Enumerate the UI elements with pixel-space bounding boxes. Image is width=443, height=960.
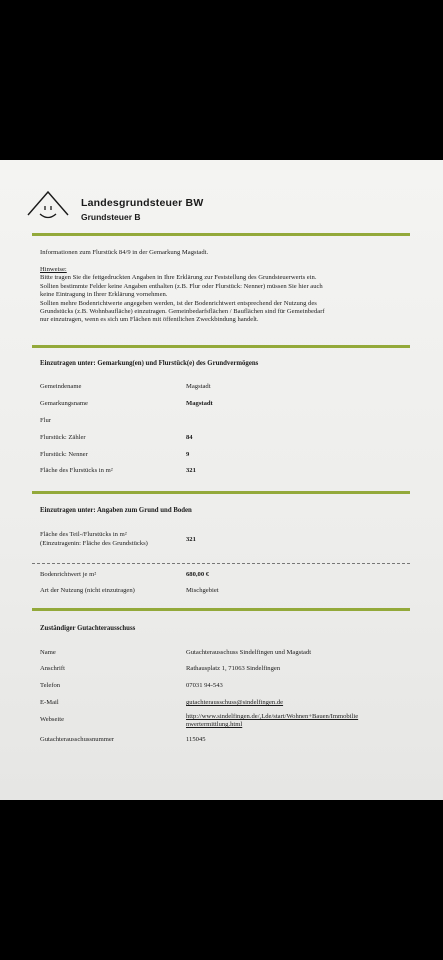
header-subtitle: Grundsteuer B [81, 212, 141, 222]
teilflaeche-value: 321 [186, 536, 196, 543]
hinweis-line: Sollten bestimmte Felder keine Angaben enthalten (z.B. Flur oder Flurstück: Nenner) müssen Sie hier auch [40, 282, 323, 290]
gemarkungsname-label: Gemarkungsname [40, 400, 88, 407]
accent-rule [32, 345, 410, 348]
webseite-label: Webseite [40, 716, 65, 723]
accent-rule [32, 608, 410, 611]
header-title: Landesgrundsteuer BW [81, 197, 204, 209]
email-link[interactable]: gutachterausschuss@sindelfingen.de [186, 699, 284, 706]
intro-text: Informationen zum Flurstück 84/9 in der Gemarkung Magstadt. [40, 249, 209, 256]
nutzung-value: Mischgebiet [186, 587, 219, 594]
hinweis-block [40, 266, 412, 325]
accent-rule [32, 233, 410, 236]
flurstueck-nenner-label: Flurstück: Nenner [40, 451, 88, 458]
house-smiley-logo-icon [26, 188, 70, 224]
name-label: Name [40, 649, 56, 656]
gemeindename-label: Gemeindename [40, 383, 82, 390]
flurstueck-nenner-value: 9 [186, 451, 190, 458]
flur-label: Flur [40, 417, 51, 424]
flurstueck-zaehler-value: 84 [186, 434, 193, 441]
bodenrichtwert-value: 680,00 € [186, 571, 210, 578]
accent-rule [32, 491, 410, 494]
flurstueck-flaeche-label: Fläche des Flurstücks in m² [40, 467, 113, 474]
hinweis-heading: Hinweise: [40, 266, 67, 273]
section1-heading: Einzutragen unter: Gemarkung(en) und Flurstück(e) des Grundvermögens [40, 360, 259, 367]
hinweis-line: Grundstücks (z.B. Wohnbaufläche) einzutragen. Gemeinbedarfsflächen / Bauflächen sind für Gemeinbedarf [40, 308, 325, 316]
gemeindename-value: Magstadt [186, 383, 211, 390]
webseite-link[interactable]: http://www.sindelfingen.de/,Lde/start/Wohnen+Bauen/Immobilie [186, 713, 359, 720]
nutzung-label: Art der Nutzung (nicht einzutragen) [40, 587, 135, 594]
hinweis-line: nur einzutragen, wenn es sich um Flächen mit öffentlichen Zweckbindung handelt. [40, 316, 259, 324]
anschrift-value: Rathausplatz 1, 71063 Sindelfingen [186, 665, 281, 672]
teilflaeche-note: (Einzutragenin: Fläche des Grundstücks) [40, 540, 148, 547]
flurstueck-flaeche-value: 321 [186, 467, 196, 474]
section3-heading: Zuständiger Gutachterausschuss [40, 625, 136, 632]
gutachterausschussnummer-value: 115045 [186, 736, 206, 743]
anschrift-label: Anschrift [40, 665, 65, 672]
webseite-link-continued[interactable]: nwertermittlung.html [186, 721, 243, 728]
telefon-value: 07031 94-543 [186, 682, 223, 689]
gemarkungsname-value: Magstadt [186, 400, 213, 407]
name-value: Gutachterausschuss Sindelfingen und Magstadt [186, 649, 312, 656]
email-label: E-Mail [40, 699, 59, 706]
flurstueck-zaehler-label: Flurstück: Zähler [40, 434, 86, 441]
bodenrichtwert-label: Bodenrichtwert je m² [40, 571, 97, 578]
teilflaeche-label: Fläche des Teil-/Flurstücks in m² [40, 531, 127, 538]
gutachterausschussnummer-label: Gutachterausschussnummer [40, 736, 114, 743]
hinweis-line: Sollten mehre Bodenrichtwerte angegeben werden, ist der Bodenrichtwert entsprechend der Nutzung des [40, 299, 317, 307]
section2-heading: Einzutragen unter: Angaben zum Grund und Boden [40, 507, 192, 514]
hinweis-line: keine Eintragung in Ihrer Erklärung vornehmen. [40, 291, 168, 299]
dashed-divider [32, 563, 410, 564]
hinweis-line: Bitte tragen Sie die fettgedruckten Angaben in Ihre Erklärung zur Feststellung des Grundsteuerwerts ein. [40, 274, 317, 282]
document-page [0, 160, 443, 800]
telefon-label: Telefon [40, 682, 61, 689]
